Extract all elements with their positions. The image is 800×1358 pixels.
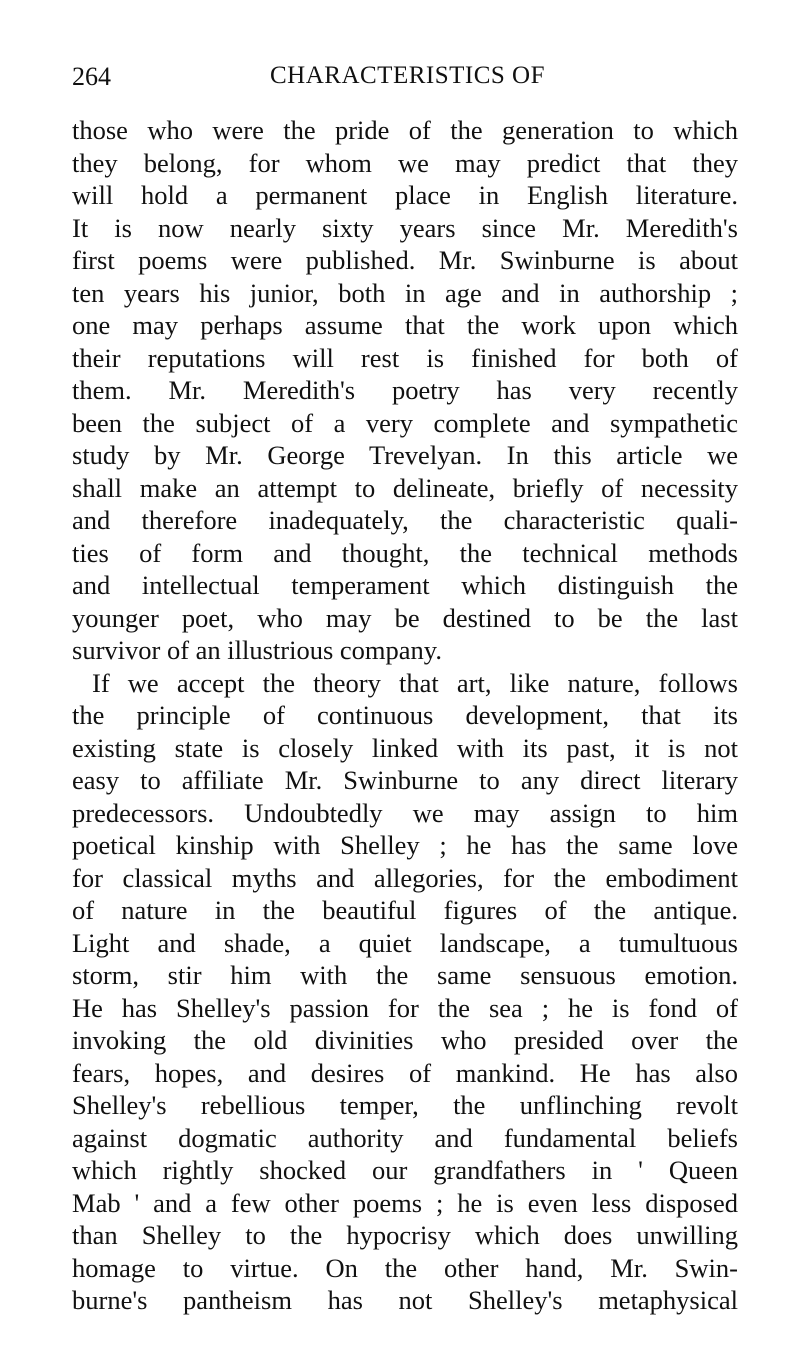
text-line: them. Mr. Meredith's poetry has very recently — [72, 375, 738, 405]
text-line: ten years his junior, both in age and in authorship ; — [72, 277, 738, 308]
text-line: shall make an attempt to delineate, briefly of necessity — [72, 472, 738, 503]
page-number: 264 — [72, 62, 111, 91]
text-line: He has Shelley's passion for the sea ; he is fond of — [72, 992, 738, 1023]
paragraph — [72, 114, 738, 667]
text-line: burne's pantheism has not Shelley's metaphysical — [72, 1285, 738, 1315]
text-line: homage to virtue. On the other hand, Mr. Swin- — [72, 1252, 738, 1283]
text-line: one may perhaps assume that the work upon which — [72, 310, 738, 340]
running-head: CHARACTERISTICS OF — [269, 62, 545, 89]
text-line: those who were the pride of the generation to which — [72, 115, 738, 145]
text-line: predecessors. Undoubtedly we may assign to him — [72, 797, 738, 828]
text-line: their reputations will rest is finished for both of — [72, 342, 738, 373]
text-line: which rightly shocked our grandfathers in ' Queen — [72, 1155, 738, 1185]
text-line: study by Mr. George Trevelyan. In this article we — [72, 440, 738, 470]
text-line: existing state is closely linked with its past, it is not — [72, 732, 738, 763]
text-line: Light and shade, a quiet landscape, a tumultuous — [72, 927, 738, 958]
text-line: they belong, for whom we may predict that they — [72, 147, 738, 178]
body-text — [72, 114, 738, 1317]
text-line: for classical myths and allegories, for the embodiment — [72, 862, 738, 893]
text-line: poetical kinship with Shelley ; he has the same love — [72, 830, 738, 860]
text-line: invoking the old divinities who presided over the — [72, 1025, 738, 1055]
text-line: younger poet, who may be destined to be the last — [72, 602, 738, 633]
paragraph — [72, 667, 738, 1317]
text-line: first poems were published. Mr. Swinburne is about — [72, 245, 738, 275]
text-line: Mab ' and a few other poems ; he is even less disposed — [72, 1187, 738, 1218]
text-line: storm, stir him with the same sensuous emotion. — [72, 960, 738, 990]
text-line: It is now nearly sixty years since Mr. Meredith's — [72, 212, 738, 243]
text-line: fears, hopes, and desires of mankind. He has also — [72, 1057, 738, 1088]
text-line: survivor of an illustrious company. — [72, 635, 442, 665]
text-line: easy to affiliate Mr. Swinburne to any direct literary — [72, 765, 738, 795]
text-line: and intellectual temperament which distinguish the — [72, 570, 738, 600]
text-line: If we accept the theory that art, like nature, follows — [92, 667, 738, 698]
text-line: and therefore inadequately, the characteristic quali- — [72, 505, 738, 535]
text-line: Shelley's rebellious temper, the unflinching revolt — [72, 1090, 738, 1120]
text-line: been the subject of a very complete and sympathetic — [72, 407, 738, 438]
text-line: the principle of continuous development, that its — [72, 700, 738, 730]
text-line: than Shelley to the hypocrisy which does unwilling — [72, 1220, 738, 1250]
text-line: will hold a permanent place in English literature. — [72, 180, 738, 210]
text-line: of nature in the beautiful figures of the antique. — [72, 895, 738, 925]
text-line: against dogmatic authority and fundamental beliefs — [72, 1122, 738, 1153]
text-line: ties of form and thought, the technical methods — [72, 537, 738, 568]
